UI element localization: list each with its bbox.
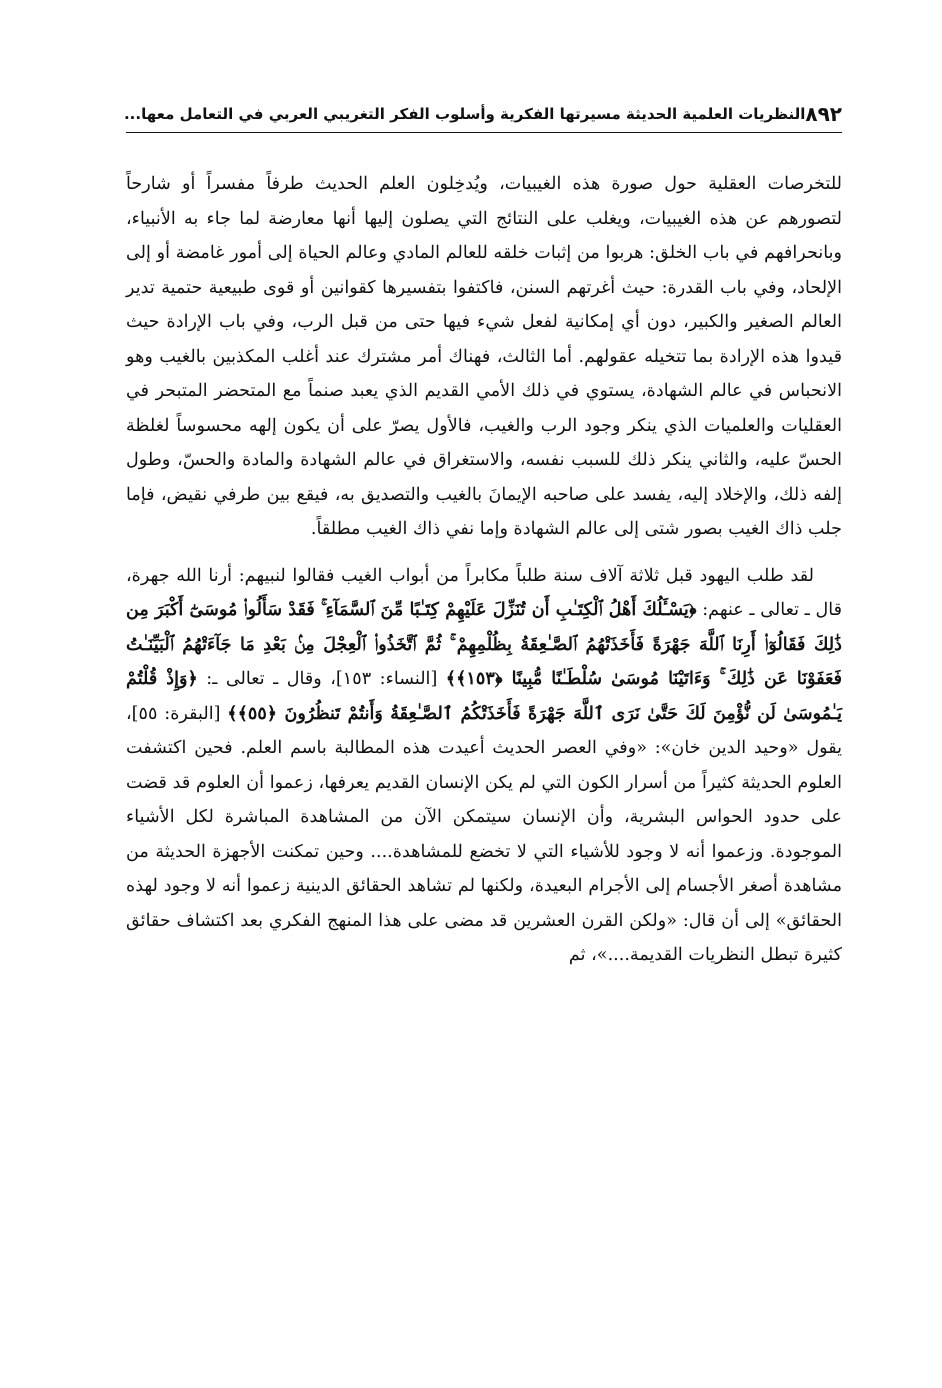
paragraph-2: [126, 559, 842, 973]
paragraph-2-intro: لقد طلب اليهود قبل ثلاثة آلاف سنة طلباً مكابراً من أبواب الغيب فقالوا لنبيهم: أرنا الله جهرة، قال ـ تعالى ـ عنهم:: [126, 565, 842, 620]
quran-verse-baqara: ﴿وَإِذْ قُلْتُمْ يَـٰمُوسَىٰ لَن نُّؤْمِنَ لَكَ حَتَّىٰ نَرَى ٱللَّهَ جَهْرَةً فَأَخَذَتْكُمُ ٱلصَّـٰعِقَةُ وَأَنتُمْ تَنظُرُونَ ﴿٥٥﴾﴾: [126, 668, 842, 724]
document-page: [123, 96, 842, 973]
running-title: النظريات العلمية الحديثة مسيرتها الفكرية وأسلوب الفكر التغريبي العربي في التعامل معها...: [123, 105, 806, 123]
verse-reference-baqara-and-quote: [البقرة: ٥٥]، يقول «وحيد الدين خان»: «وفي العصر الحديث أعيدت هذه المطالبة باسم العلم. فحين اكتشفت العلوم الحديثة كثيراً من أسرار الكون التي لم يكن الإنسان القديم يعرفها، زعموا أن العلوم قد قضت على حدود الحواس البشرية، وأن الإنسان سيتمكن الآن من المشاهدة المباشرة لكل الأشياء الموجودة. وزعموا أنه لا وجود للأشياء التي لا تخضع للمشاهدة.... وحين تمكنت الأجهزة الحديثة من مشاهدة أصغر الأجسام إلى الأجرام البعيدة، ولكنها لم تشاهد الحقائق الدينية زعموا أنه لا وجود لهذه الحقائق» إلى أن قال: «ولكن القرن العشرين قد مضى على هذا المنهج الفكري بعد اكتشاف حقائق كثيرة تبطل النظريات القديمة....»، ثم: [126, 703, 842, 965]
page-number: ٨٩٢: [805, 102, 842, 126]
page-header: [123, 96, 842, 133]
page-body: [126, 167, 842, 973]
quran-verse-nisa: ﴿يَسْـَٔلُكَ أَهْلُ ٱلْكِتَـٰبِ أَن تُنَزِّلَ عَلَيْهِمْ كِتَـٰبًا مِّنَ ٱلسَّمَآءِ ۚ فَقَدْ سَأَلُوا۟ مُوسَىٰٓ أَكْبَرَ مِن ذَٰلِكَ فَقَالُوٓا۟ أَرِنَا ٱللَّهَ جَهْرَةً فَأَخَذَتْهُمُ ٱلصَّـٰعِقَةُ بِظُلْمِهِمْ ۚ ثُمَّ ٱتَّخَذُوا۟ ٱلْعِجْلَ مِنۢ بَعْدِ مَا جَآءَتْهُمُ ٱلْبَيِّنَـٰتُ فَعَفَوْنَا عَن ذَٰلِكَ ۚ وَءَاتَيْنَا مُوسَىٰ سُلْطَـٰنًا مُّبِينًا ﴿١٥٣﴾﴾: [126, 599, 842, 689]
verse-reference-nisa: [النساء: ١٥٣]، وقال ـ تعالى ـ:: [197, 669, 446, 689]
paragraph-1: للتخرصات العقلية حول صورة هذه الغيبيات، ويُدخِلون العلم الحديث طرفاً مفسراً أو شارحاً لتصورهم عن هذه الغيبيات، ويغلب على النتائج التي يصلون إليها أنها معارضة لما جاء به الأنبياء، وبانحرافهم في باب الخلق: هربوا من إثبات خلقه للعالم المادي وعالم الحياة إلى أمور غامضة أو إلى الإلحاد، وفي باب القدرة: حيث أغرتهم السنن، فاكتفوا بتفسيرها كقوانين أو قوى طبيعية حتمية تدير العالم الصغير والكبير، دون أي إمكانية لفعل شيء فيها حتى من قبل الرب، وفي باب الإرادة حيث قيدوا هذه الإرادة بما تتخيله عقولهم. أما الثالث، فهناك أمر مشترك عند أغلب المكذبين بالغيب وهو الانحباس في عالم الشهادة، يستوي في ذلك الأمي القديم الذي يعبد صنماً مع المتحضر المتبحر في العقليات والعلميات الذي ينكر وجود الرب والغيب، فالأول يصرّ على أن يكون إلهه محسوساً لغلظة الحسّ عليه، والثاني ينكر ذلك للسبب نفسه، والاستغراق في عالم الشهادة والمادة والحسّ، وطول إلفه ذلك، والإخلاد إليه، يفسد على صاحبه الإيمانَ بالغيب والتصديق به، فيقع بين طرفي نقيض، فإما جلب ذاك الغيب بصور شتى إلى عالم الشهادة وإما نفي ذاك الغيب مطلقاً.: [126, 174, 842, 539]
